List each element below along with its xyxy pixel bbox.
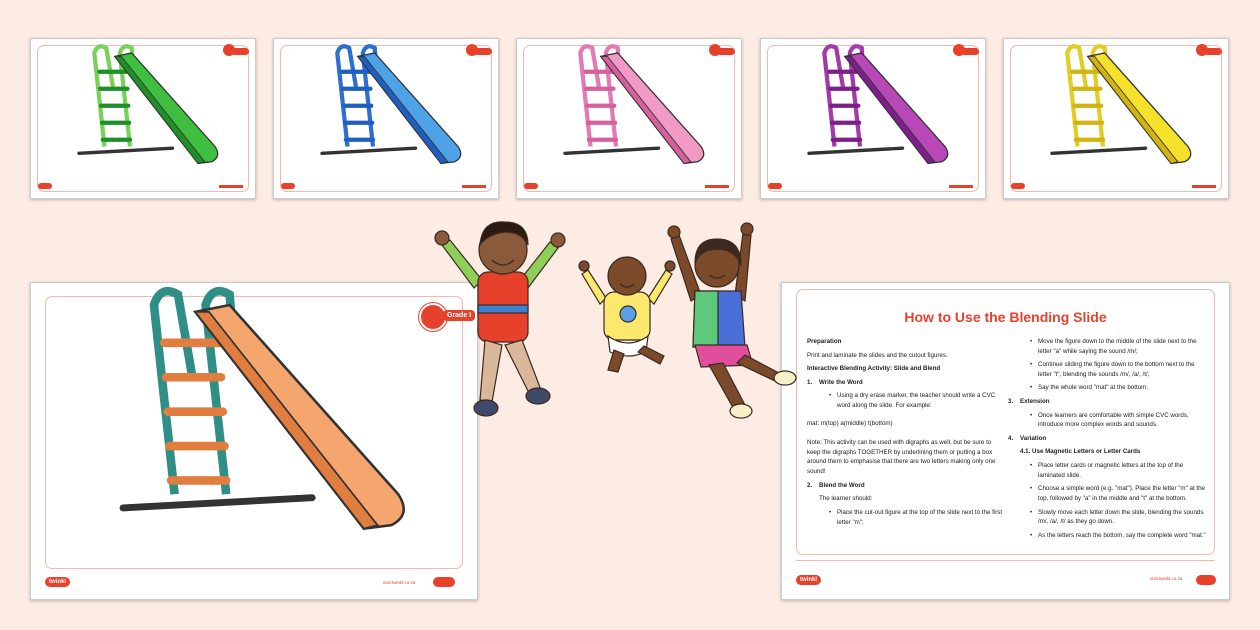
bullet-item: • Move the figure down to the middle of the slide next to the letter "a" while saying the sound /m/; — [1008, 337, 1208, 356]
kid-figure-baby — [578, 248, 678, 378]
footer-url — [705, 185, 729, 188]
bullet-item: • Choose a simple word (e.g. "mat"). Place the letter "m" at the top, followed by "a" in the middle and "t" at the bottom. — [1008, 484, 1208, 503]
footer-url — [1192, 185, 1216, 188]
grade-badge: Grade I — [443, 310, 475, 321]
footer-url — [949, 185, 973, 188]
step-number: 3. — [1008, 398, 1014, 406]
footer-url — [462, 185, 486, 188]
slide-thumbnail-green[interactable] — [30, 38, 256, 199]
preparation-heading: Preparation — [807, 338, 842, 345]
slide-thumbnail-purple[interactable] — [760, 38, 986, 199]
slide-illustration — [274, 39, 500, 200]
note-text: Note: This activity can be used with digraphs as well, but be sure to keep the digraphs TOGETHER by underlining them or putting a box around them to emphasise that there are two letters making only one sound! — [807, 439, 996, 476]
twinkl-logo — [38, 183, 52, 189]
page-title: How to Use the Blending Slide — [904, 309, 1107, 325]
footer-logo — [1196, 575, 1216, 585]
slide-thumbnail-blue[interactable] — [273, 38, 499, 199]
step4-title: Variation — [1020, 434, 1047, 442]
step3-title: Extension — [1020, 398, 1050, 406]
twinkl-logo — [524, 183, 538, 189]
grade-badge — [1204, 48, 1222, 55]
footer-logo — [433, 577, 455, 587]
bullet-item: • Place letter cards or magnetic letters at the top of the laminated slide. — [1008, 461, 1208, 480]
slide-illustration — [31, 39, 257, 200]
preparation-text: Print and laminate the slides and the cutout figures. — [807, 351, 948, 359]
step-number: 2. — [807, 481, 813, 489]
step1-bullet: • Using a dry erase marker, the teacher should write a CVC word along the slide. For example: — [807, 391, 1003, 410]
slide-illustration — [761, 39, 987, 200]
bullet-item: • Once learners are comfortable with simple CVC words, introduce more complex words and sounds. — [1008, 411, 1208, 430]
left-column — [807, 337, 1003, 531]
grade-badge — [474, 48, 492, 55]
bullet-item: • Continue sliding the figure down to the bottom next to the letter "t", blending the sounds /m/, /a/, /t/; — [1008, 360, 1208, 379]
step-number: 4. — [1008, 434, 1014, 442]
slide-thumbnail-pink[interactable] — [516, 38, 742, 199]
step-number: 1. — [807, 378, 813, 386]
twinkl-logo: twinkl — [796, 575, 821, 585]
slide-illustration — [1004, 39, 1230, 200]
right-column — [1008, 337, 1208, 544]
step1-title: Write the Word — [819, 378, 863, 386]
slide-illustration — [517, 39, 743, 200]
slide-page-orange[interactable] — [30, 282, 478, 600]
activity-heading: Interactive Blending Activity: Slide and Blend — [807, 365, 941, 373]
bullet-item: • Say the whole word "mat" at the bottom. — [1008, 383, 1208, 393]
step2-bullet: • Place the cut-out figure at the top of the slide next to the first letter "m"; — [807, 508, 1003, 527]
grade-badge — [717, 48, 735, 55]
twinkl-logo: twinkl — [45, 577, 70, 587]
footer-url: visit twinkl.co.za — [1150, 576, 1183, 581]
bullet-item: • As the letters reach the bottom, say the complete word "mat." — [1008, 531, 1208, 541]
slide-illustration — [31, 283, 479, 601]
footer-url — [219, 185, 243, 188]
twinkl-logo — [768, 183, 782, 189]
grade-badge — [961, 48, 979, 55]
grade-badge — [231, 48, 249, 55]
footer-rule — [796, 560, 1215, 561]
twinkl-logo — [1011, 183, 1025, 189]
instruction-page[interactable] — [781, 282, 1230, 600]
bullet-item: • Slowly move each letter down the slide, blending the sounds /m/, /a/, /t/ as they go down. — [1008, 508, 1208, 527]
step2-title: Blend the Word — [819, 481, 865, 489]
slide-thumbnail-yellow[interactable] — [1003, 38, 1229, 199]
sub-heading: 4.1. Use Magnetic Letters or Letter Cards — [1020, 448, 1141, 456]
footer-url: visit twinkl.co.za — [383, 580, 416, 585]
example-text: mat: m(top) a(middle) t(bottom) — [807, 419, 893, 427]
step2-text: The learner should: — [819, 495, 873, 503]
kid-figure-girl — [665, 215, 805, 425]
twinkl-logo — [281, 183, 295, 189]
kid-figure-boy — [430, 210, 575, 430]
